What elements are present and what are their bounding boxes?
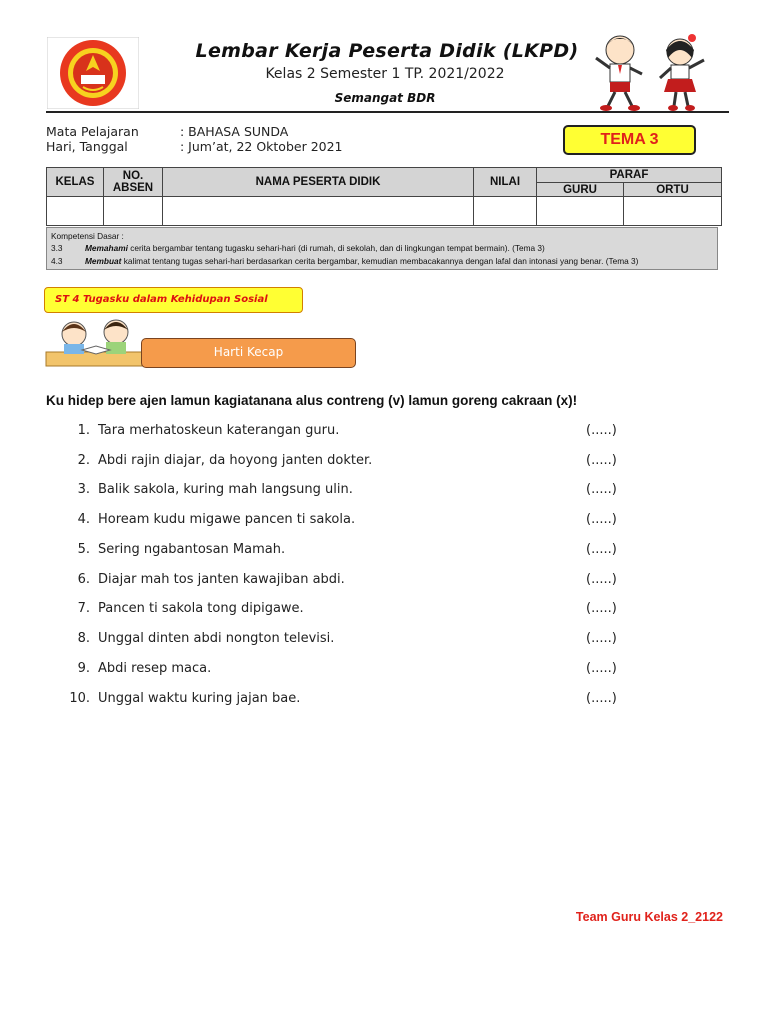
kompetensi-verb: Membuat xyxy=(85,256,122,266)
question-text: Unggal dinten abdi nongton televisi. xyxy=(98,631,335,646)
nilai-cell[interactable] xyxy=(474,197,537,226)
question-number: 8. xyxy=(77,631,90,646)
footer-team: Team Guru Kelas 2_2122 xyxy=(575,910,723,924)
col-no-absen-line1: NO. xyxy=(122,170,144,182)
kompetensi-num: 4.3 xyxy=(51,256,63,266)
kompetensi-dasar-box xyxy=(46,227,718,270)
harti-kecap-button[interactable]: Harti Kecap xyxy=(141,338,356,368)
question-number: 5. xyxy=(77,542,90,557)
answer-blank[interactable]: (.....) xyxy=(586,661,617,676)
kelas-cell[interactable] xyxy=(47,197,104,226)
kompetensi-text: cerita bergambar tentang tugasku sehari-hari (di rumah, di sekolah, dan di lingkungan tempat bermain). (Tema 3) xyxy=(127,243,545,253)
kompetensi-num: 3.3 xyxy=(51,243,63,253)
question-number: 4. xyxy=(77,512,90,527)
question-item xyxy=(66,453,706,468)
question-text: Balik sakola, kuring mah langsung ulin. xyxy=(98,482,353,497)
col-paraf: PARAF xyxy=(537,168,722,183)
question-text: Hoream kudu migawe pancen ti sakola. xyxy=(98,512,356,527)
kompetensi-title: Kompetensi Dasar : xyxy=(51,231,124,241)
date-value: : Jum’at, 22 Oktober 2021 xyxy=(180,139,343,154)
class-semester: Kelas 2 Semester 1 TP. 2021/2022 xyxy=(265,66,505,82)
question-item xyxy=(66,661,706,676)
instruction: Ku hidep bere ajen lamun kagiatanana alus contreng (v) lamun goreng cakraan (x)! xyxy=(46,393,578,408)
subject-label: Mata Pelajaran xyxy=(46,124,139,139)
question-text: Pancen ti sakola tong dipigawe. xyxy=(98,601,304,616)
question-number: 6. xyxy=(77,572,90,587)
answer-blank[interactable]: (.....) xyxy=(586,482,617,497)
question-number: 2. xyxy=(77,453,90,468)
reading-kids-illustration xyxy=(44,316,144,374)
answer-blank[interactable]: (.....) xyxy=(586,453,617,468)
students-illustration xyxy=(588,28,718,112)
question-number: 3. xyxy=(77,482,90,497)
question-text: Diajar mah tos janten kawajiban abdi. xyxy=(98,572,345,587)
question-item xyxy=(66,512,706,527)
question-item xyxy=(66,542,706,557)
subtheme-label: ST 4 Tugasku dalam Kehidupan Sosial xyxy=(44,287,303,313)
col-guru: GURU xyxy=(537,183,624,197)
paraf-guru-cell[interactable] xyxy=(537,197,624,226)
question-item xyxy=(66,631,706,646)
question-number: 7. xyxy=(77,601,90,616)
question-item xyxy=(66,482,706,497)
worksheet-title: Lembar Kerja Peserta Didik (LKPD) xyxy=(195,40,579,62)
answer-blank[interactable]: (.....) xyxy=(586,691,617,706)
kompetensi-verb: Memahami xyxy=(85,243,128,253)
col-nilai: NILAI xyxy=(474,168,537,197)
question-text: Sering ngabantosan Mamah. xyxy=(98,542,286,557)
question-item xyxy=(66,601,706,616)
col-kelas: KELAS xyxy=(47,168,104,197)
question-text: Tara merhatoskeun katerangan guru. xyxy=(98,423,340,438)
no-absen-cell[interactable] xyxy=(104,197,163,226)
answer-blank[interactable]: (.....) xyxy=(586,631,617,646)
question-item xyxy=(66,691,706,706)
answer-blank[interactable]: (.....) xyxy=(586,542,617,557)
answer-blank[interactable]: (.....) xyxy=(586,601,617,616)
motto: Semangat BDR xyxy=(334,91,436,105)
paraf-ortu-cell[interactable] xyxy=(624,197,722,226)
question-number: 1. xyxy=(77,423,90,438)
date-label: Hari, Tanggal xyxy=(46,139,128,154)
col-no-absen-line2: ABSEN xyxy=(112,182,154,194)
kompetensi-item xyxy=(51,256,638,266)
col-nama: NAMA PESERTA DIDIK xyxy=(163,168,474,197)
question-number: 10. xyxy=(69,691,90,706)
col-no-absen xyxy=(104,168,163,197)
question-item xyxy=(66,572,706,587)
kompetensi-text: kalimat tentang tugas sehari-hari berdasarkan cerita bergambar, kemudian membacakannya dengan lafal dan intonasi yang benar. (Tema 3) xyxy=(121,256,639,266)
nama-cell[interactable] xyxy=(163,197,474,226)
kompetensi-item xyxy=(51,243,545,253)
answer-blank[interactable]: (.....) xyxy=(586,572,617,587)
theme-badge: TEMA 3 xyxy=(563,125,696,155)
school-logo xyxy=(47,37,139,109)
col-ortu: ORTU xyxy=(624,183,722,197)
question-text: Abdi rajin diajar, da hoyong janten dokter. xyxy=(98,453,373,468)
header-divider xyxy=(46,111,729,113)
answer-blank[interactable]: (.....) xyxy=(586,423,617,438)
question-number: 9. xyxy=(77,661,90,676)
student-identity-table xyxy=(46,167,722,226)
question-text: Abdi resep maca. xyxy=(98,661,212,676)
subject-value: : BAHASA SUNDA xyxy=(180,124,289,139)
question-text: Unggal waktu kuring jajan bae. xyxy=(98,691,301,706)
answer-blank[interactable]: (.....) xyxy=(586,512,617,527)
question-item xyxy=(66,423,706,438)
